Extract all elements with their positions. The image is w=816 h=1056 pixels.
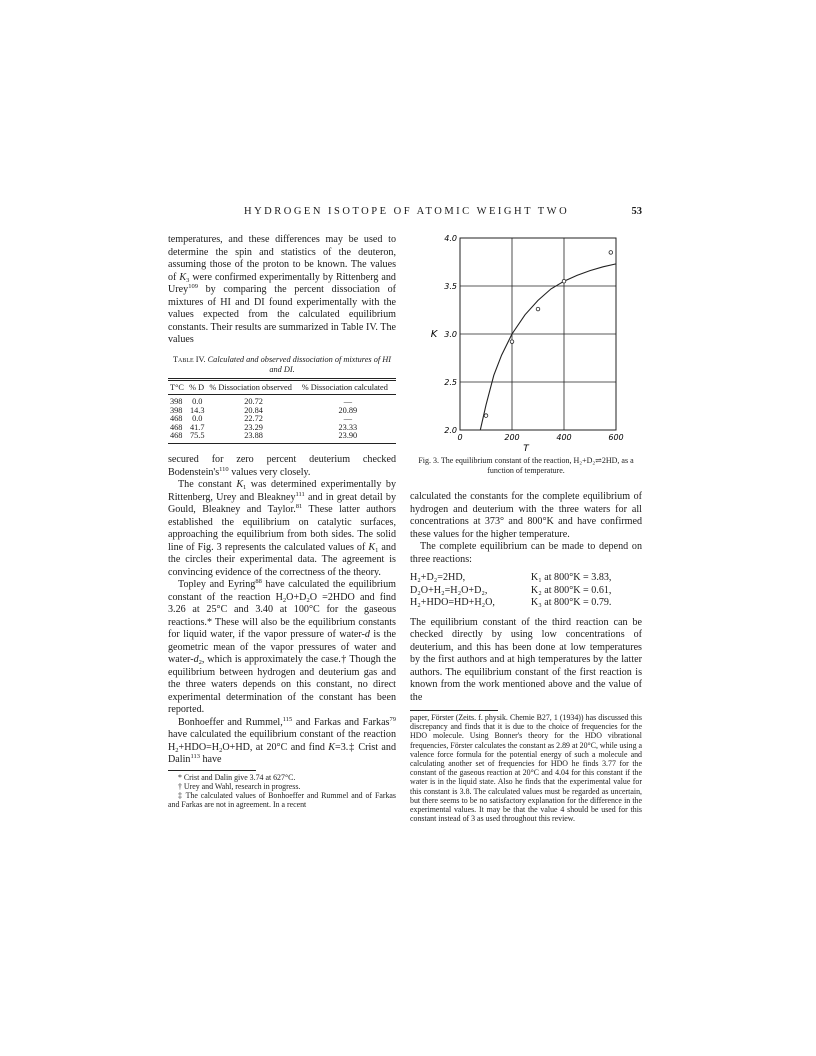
y-axis-label: K — [430, 329, 438, 340]
figure-caption: Fig. 3. The equilibrium constant of the reaction, H₂+D₂⇌2HD, as a function of temperature. — [418, 456, 634, 475]
calculated-curve — [480, 264, 616, 430]
equilibrium-chart — [410, 234, 642, 464]
paragraph: The complete equilibrium can be made to depend on three reactions: — [410, 541, 642, 565]
table-cell: 23.29 — [244, 422, 263, 432]
y-tick-label: 4.0 — [444, 234, 457, 243]
x-tick-label: 400 — [556, 433, 572, 442]
table-cell: 20.72 — [244, 397, 263, 407]
table-cell: 468 — [170, 414, 183, 424]
x-tick-label: 0 — [457, 433, 463, 442]
footnote: ‡ The calculated values of Bonhoeffer and Rummel and of Farkas and Farkas are not in agreement. In a recent — [168, 790, 396, 810]
table-cell: 398 — [170, 397, 183, 407]
experimental-point — [536, 307, 540, 311]
page-number: 53 — [631, 206, 642, 217]
figure-3 — [410, 234, 642, 484]
table-cell: 468 — [170, 422, 183, 432]
paragraph: Topley and Eyring$^{88}$ have calculated the equilibrium constant of the reaction $H_2O+D_2O =2HDO$ and find 3.26 at 25°C and 3.40 at 100°C for the gaseous reactions.* These will also be the equilibrium constants for liquid water, if the vapor pressure of water-d is the geometric mean of the vapor pressures of water and water-$d_2$, which is approximately the case.† Though the equilibrium between hydrogen and deuterium gas and the three waters depends on this constant, no direct experimental determination of the constant has been reported. — [168, 578, 396, 716]
y-tick-label: 2.5 — [444, 378, 457, 387]
table-cell: 23.33 — [338, 422, 358, 432]
left-column — [168, 234, 396, 809]
equation-constant: K₃ at 800°K = 0.79. — [530, 597, 612, 608]
table-cell: — — [343, 414, 352, 424]
table-cell: 20.84 — [244, 405, 263, 415]
footnote-continued: paper, Förster (Zeits. f. physik. Chemie B27, 1 (1934)) has discussed this discrepancy and finds that it is due to the choice of frequencies for the HDO molecule. Using Bonner's theory for the HDO vibrational frequencies, Förster calculates the constant as 2.89 at 20°C, while using a valence force formula for the potential energy of such a molecule and calculating another set of frequencies for HDO he finds 3.77 for the constant of the gaseous reaction at 20°C and 4.04 for this constant if the water is in the liquid state. Also he finds that the experimental value for this constant is 3.8. The calculated values must be regarded as uncertain, but there seems to be no satisfactory explanation for the difference in the experimental values. It may be that the value 4 should be used for this constant instead of 3 as used throughout this review. — [410, 713, 642, 824]
experimental-point — [510, 340, 514, 344]
y-tick-label: 2.0 — [444, 426, 457, 435]
table-cell: 23.90 — [300, 432, 396, 443]
running-title: HYDROGEN ISOTOPE OF ATOMIC WEIGHT TWO — [244, 206, 570, 217]
paragraph: The equilibrium constant of the third reaction can be checked directly by using low concentrations of deuterium, and this has been done at low temperatures by the first authors and at high temperatures by the latter authors. The equilibrium constant of the first reaction is known from the work mentioned above and the value of the — [410, 616, 642, 703]
paragraph: calculated the constants for the complete equilibrium of hydrogen and deuterium with the three waters for all concentrations at 373° and 800°K and have confirmed these values for the higher temperature. — [410, 491, 642, 540]
dissociation-table — [168, 378, 396, 445]
equation-row — [410, 585, 642, 598]
x-axis-label: T — [523, 444, 529, 454]
table-header-percent-d: % D — [187, 379, 207, 395]
table-row — [168, 395, 396, 407]
table-cell: 0.0 — [192, 397, 203, 407]
table-caption-label: Table IV. — [172, 354, 206, 364]
footnote: † Urey and Wahl, research in progress. — [178, 781, 301, 791]
table-cell: 0.0 — [192, 414, 203, 424]
table-cell: 41.7 — [189, 422, 205, 432]
y-tick-label: 3.5 — [444, 282, 457, 291]
table-cell: 22.72 — [244, 414, 263, 424]
reaction-equations — [410, 572, 642, 610]
table-cell: 14.3 — [189, 405, 205, 415]
table-cell: — — [343, 397, 352, 407]
table-cell: 398 — [170, 405, 183, 415]
paragraph: Bonhoeffer and Rummel,$^{115}$ and Farkas and Farkas$^{79}$ have calculated the equilibrium constant of the reaction $H_2+HDO=H_2O+HD$, at 20°C and find K=3.‡ Crist and Dalin$^{113}$ have — [168, 715, 397, 766]
x-tick-label: 200 — [504, 433, 520, 442]
table-header-temp: T°C — [168, 379, 187, 395]
table-cell: 75.5 — [187, 432, 207, 443]
table-cell: 23.88 — [207, 432, 299, 443]
footnote-rule — [410, 710, 498, 711]
equation-reaction: D₂O+H₂=H₂O+D₂, — [410, 584, 488, 596]
equation-row — [410, 572, 642, 585]
equation-constant: K₂ at 800°K = 0.61, — [530, 584, 612, 596]
paragraph-continued: temperatures, and these differences may be used to determine the spin and statistics of the deuteron, assuming those of the proton to be known. The values of $K_3$ were confirmed experimentally by Rittenberg and Urey$^{109}$ by comparing the percent dissociation of mixtures of HI and DI found experimentally with the values expected from the calculated equilibrium constants. Their results are summarized in Table IV. The values — [168, 234, 396, 345]
table-caption-text: Calculated and observed dissociation of mixtures of HI and DI. — [207, 354, 391, 374]
running-header — [168, 206, 642, 222]
paragraph: The constant $K_1$ was determined experimentally by Rittenberg, Urey and Bleakney$^{111}$ and in great detail by Gould, Bleakney and Taylor.$^{81}$ These latter authors established the equilibrium on catalytic surfaces, approaching the equilibrium from both sides. The solid line of Fig. 3 represents the calculated values of $K_1$ and the circles their experimental data. The agreement is convincing evidence of the correctness of the theory. — [168, 479, 397, 578]
experimental-point — [609, 251, 613, 255]
x-tick-label: 600 — [608, 433, 624, 442]
table-row — [168, 407, 396, 416]
table-row — [168, 432, 396, 443]
footnote: * Crist and Dalin give 3.74 at 627°C. — [178, 772, 296, 782]
paragraph: secured for zero percent deuterium checked $Bodenstein's^{110}$ values very closely. — [168, 454, 396, 478]
equation-row — [410, 597, 642, 610]
table-cell: 468 — [168, 432, 187, 443]
experimental-point — [484, 414, 488, 418]
right-column — [410, 491, 642, 823]
equation-reaction: H₂+HDO=HD+H₂O, — [410, 597, 495, 608]
table-cell: 20.89 — [338, 405, 358, 415]
equation-reaction: H₂+D₂=2HD, — [410, 572, 466, 583]
table-header-row — [168, 379, 396, 395]
y-tick-label: 3.0 — [444, 330, 457, 339]
table-header-calculated: % Dissociation calculated — [300, 379, 396, 395]
footnote-rule — [168, 770, 256, 771]
experimental-point — [562, 279, 566, 283]
table-header-observed: % Dissociation observed — [207, 379, 299, 395]
table-caption — [168, 355, 396, 375]
equation-constant: K₁ at 800°K = 3.83, — [530, 572, 612, 583]
